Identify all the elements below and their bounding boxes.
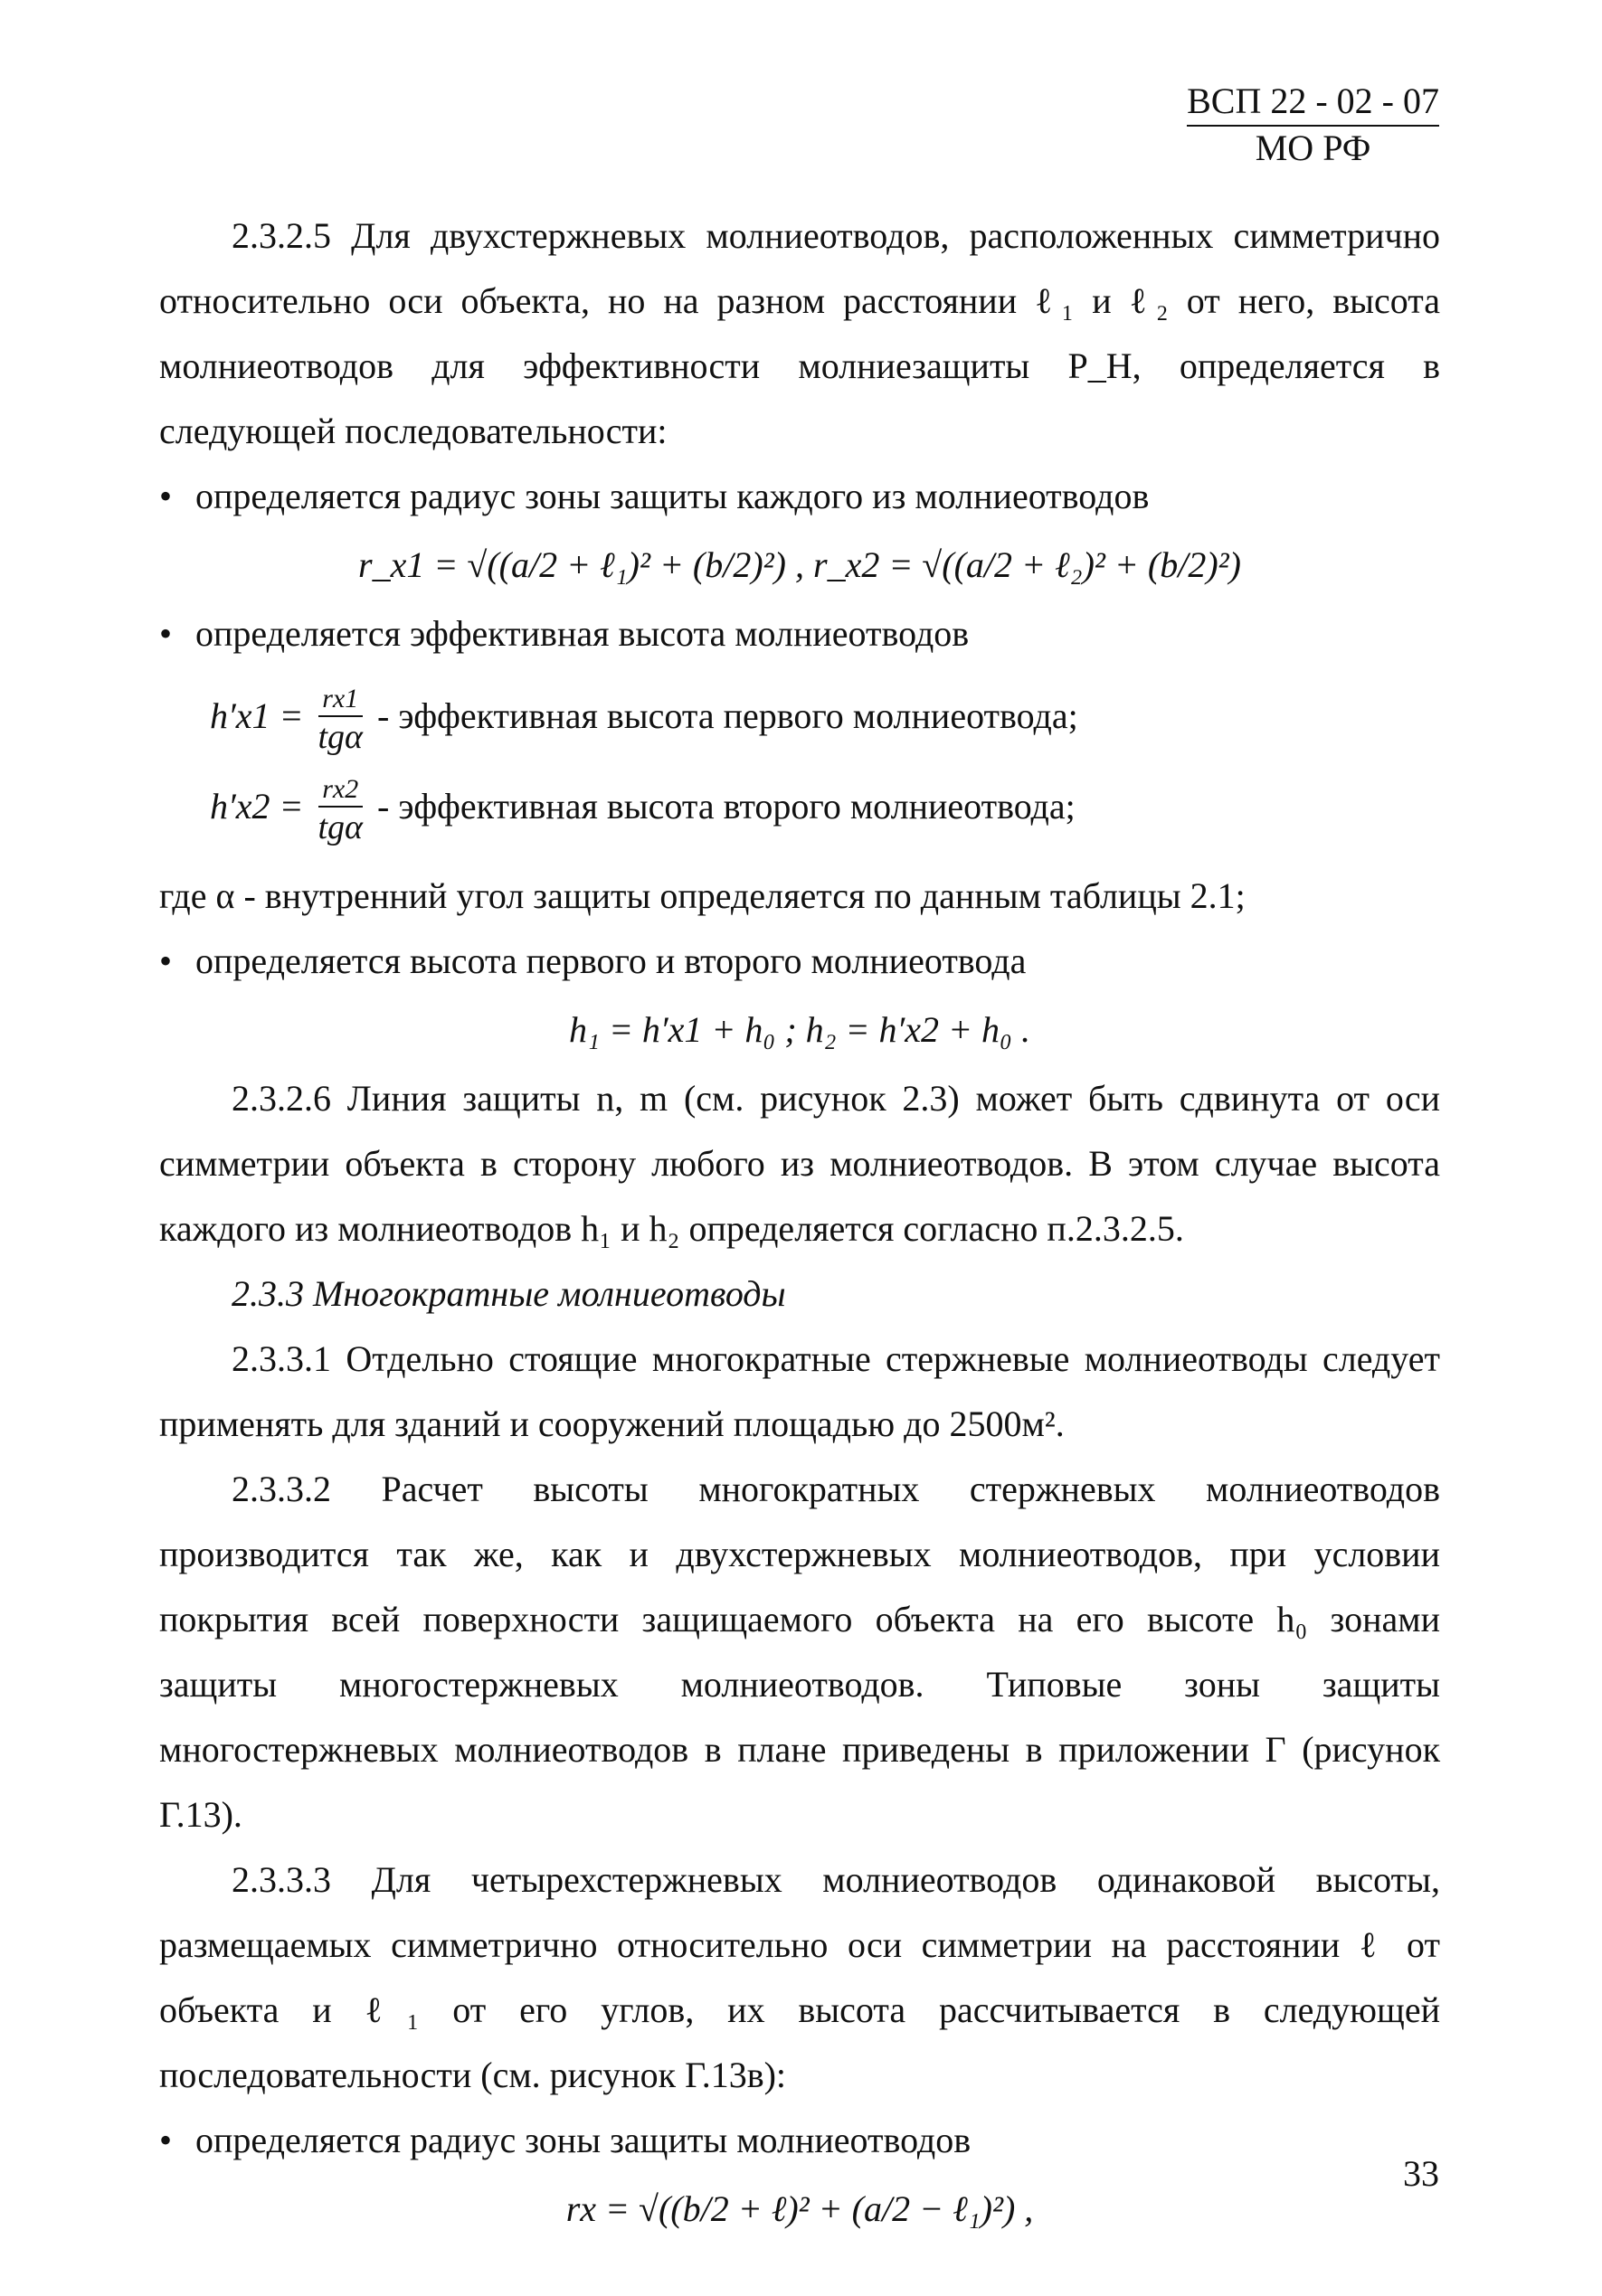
formula-radius-two-rods: r_x1 = √((a/2 + ℓ₁)² + (b/2)²) , r_x2 = √((a/2 + ℓ₂)² + (b/2)²) xyxy=(358,544,1241,585)
section-title-text: 2.3.3 Многократные молниеотводы xyxy=(232,1273,786,1314)
paragraph-2332: 2.3.3.2 Расчет высоты многократных стержневых молниеотводов производится так же, как и двухстержневых молниеотводов, при условии покрытия всей поверхности защищаемого объекта на его высоте h₀ зонами защиты многостержневых молниеотводов. Типовые зоны защиты многостержневых молниеотводов в плане приведены в приложении Г (рисунок Г.13). xyxy=(159,1469,1440,1835)
bullet-effective-height xyxy=(159,601,1440,666)
ministry-label: МО РФ xyxy=(1255,128,1371,168)
definition-second-lhs: h′x2 = xyxy=(210,786,304,827)
page-body xyxy=(159,203,1440,2245)
fraction-numerator: rx1 xyxy=(318,683,364,717)
bullet-radius xyxy=(159,464,1440,529)
definition-first-fraction xyxy=(318,683,364,757)
bullet-icon: • xyxy=(159,476,173,516)
fraction-denominator: tgα xyxy=(318,808,364,846)
page-number: 33 xyxy=(1403,2153,1439,2194)
where-alpha-note: где α - внутренний угол защиты определяется по данным таблицы 2.1; xyxy=(159,875,1246,916)
paragraph-2326: 2.3.2.6 Линия защиты n, m (см. рисунок 2.3) может быть сдвинута от оси симметрии объекта в сторону любого из молниеотводов. В этом случае высота каждого из молниеотводов h₁ и h₂ определяется согласно п.2.3.2.5. xyxy=(159,1078,1440,1249)
definition-second-fraction xyxy=(318,773,364,847)
paragraph-2333: 2.3.3.3 Для четырехстержневых молниеотводов одинаковой высоты, размещаемых симметрично относительно оси симметрии на расстоянии ℓ от объекта и ℓ₁ от его углов, их высота рассчитывается в следующей последовательности (см. рисунок Г.13в): xyxy=(159,1859,1440,2095)
bullet-effective-height-text: определяется эффективная высота молниеотводов xyxy=(195,613,970,654)
definition-first-lhs: h′x1 = xyxy=(210,695,304,737)
paragraph-2331: 2.3.3.1 Отдельно стоящие многократные стержневые молниеотводы следует применять для зданий и сооружений площадью до 2500м². xyxy=(159,1338,1440,1444)
bullet-radius-four-rods-text: определяется радиус зоны защиты молниеотводов xyxy=(195,2120,972,2160)
bullet-icon: • xyxy=(159,940,173,981)
fraction-denominator: tgα xyxy=(318,718,364,756)
bullet-rod-heights-text: определяется высота первого и второго молниеотвода xyxy=(195,940,1027,981)
formula-rod-heights: h₁ = h′x1 + h₀ ; h₂ = h′x2 + h₀ . xyxy=(569,1009,1030,1050)
bullet-icon: • xyxy=(159,2120,173,2160)
bullet-radius-four-rods xyxy=(159,2108,1440,2173)
bullet-radius-text: определяется радиус зоны защиты каждого из молниеотводов xyxy=(195,476,1150,516)
definition-second-text: - эффективная высота второго молниеотвода; xyxy=(377,786,1076,827)
document-header xyxy=(1187,80,1439,170)
bullet-icon: • xyxy=(159,613,173,654)
bullet-rod-heights xyxy=(159,929,1440,994)
definition-second-rod xyxy=(210,773,1440,847)
fraction-numerator: rx2 xyxy=(318,773,364,808)
paragraph-2325: 2.3.2.5 Для двухстержневых молниеотводов, расположенных симметрично относительно оси объекта, но на разном расстоянии ℓ₁ и ℓ₂ от него, высота молниеотводов для эффективности молниезащиты P_H, определяется в следующей последовательности: xyxy=(159,215,1440,451)
definition-first-text: - эффективная высота первого молниеотвода; xyxy=(377,695,1078,737)
document-code: ВСП 22 - 02 - 07 xyxy=(1187,80,1439,127)
formula-radius-four-rods: rx = √((b/2 + ℓ)² + (a/2 − ℓ₁)²) , xyxy=(565,2188,1034,2229)
section-title-233 xyxy=(159,1261,1440,1327)
definition-first-rod xyxy=(210,683,1440,757)
